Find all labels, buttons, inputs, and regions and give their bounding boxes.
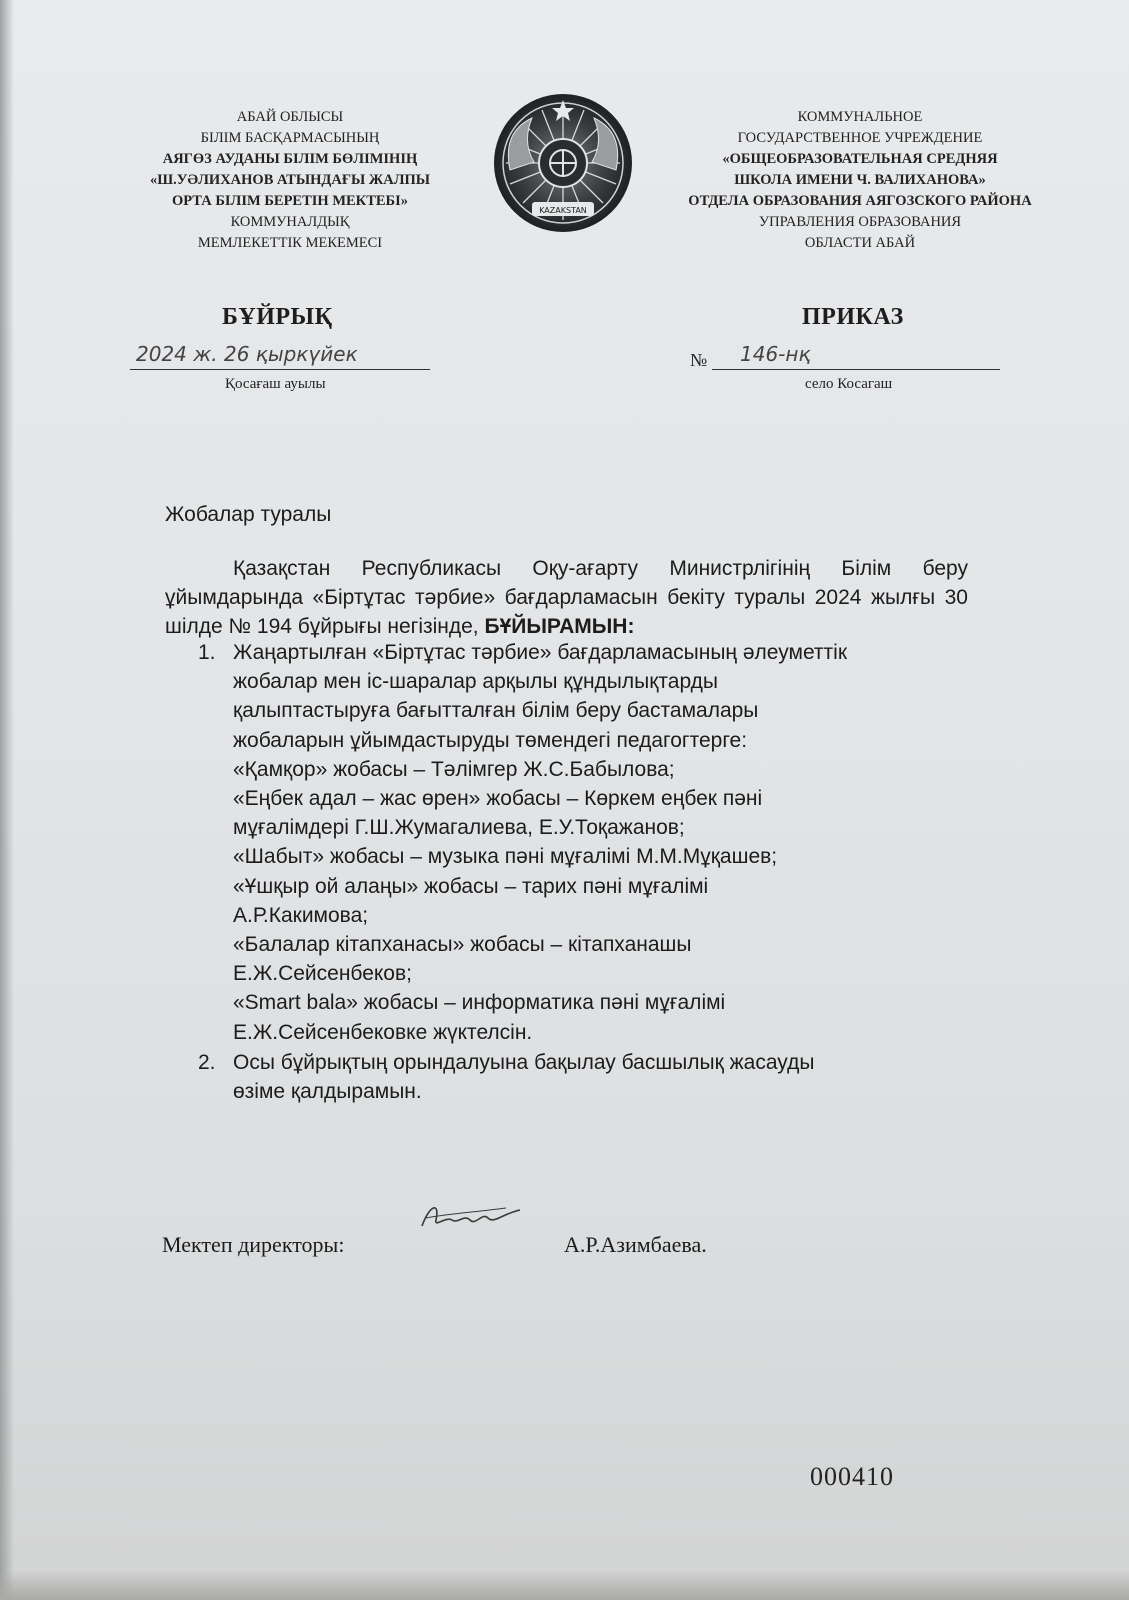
header-kz <box>110 107 470 254</box>
item-line: Осы бұйрықтың орындалуына бақылау басшылық жасауды <box>233 1051 815 1074</box>
header-line: АБАЙ ОБЛЫСЫ <box>236 109 344 125</box>
header-line: «ОБЩЕОБРАЗОВАТЕЛЬНАЯ СРЕДНЯЯ <box>722 151 998 167</box>
item-line: «Шабыт» жобасы – музыка пәні мұғалімі М.М.Мұқашев; <box>233 845 778 869</box>
header-line: АЯГӨЗ АУДАНЫ БІЛІМ БӨЛІМІНІҢ <box>162 151 418 167</box>
item-line: «Еңбек адал – жас өрен» жобасы – Көркем еңбек пәні <box>233 787 763 810</box>
signature-label: Мектеп директоры: <box>162 1232 345 1257</box>
item-line: «Smart bala» жобасы – информатика пәні мұғалімі <box>233 991 726 1015</box>
page-bottom-edge <box>0 1570 1129 1600</box>
item-line: «Қамқор» жобасы – Тәлімгер Ж.С.Бабылова; <box>233 757 675 781</box>
header-line: КОММУНАЛДЫҚ <box>230 214 350 230</box>
item-line: «Ұшқыр ой алаңы» жобасы – тарих пәні мұғалімі <box>233 874 709 898</box>
intro-paragraph <box>165 554 968 641</box>
item-line: А.Р.Какимова; <box>233 903 369 927</box>
page-shadow <box>0 0 14 1600</box>
date-handwritten: 2024 ж. 26 қыркүйек <box>136 342 358 366</box>
header-line: КОММУНАЛЬНОЕ <box>797 109 923 125</box>
item-number: 2. <box>198 1051 216 1074</box>
item-line: Е.Ж.Сейсенбековке жүктелсін. <box>233 1020 533 1044</box>
item-line: «Балалар кітапханасы» жобасы – кітапханашы <box>233 933 692 956</box>
signature-mark <box>416 1198 526 1238</box>
item-number: 1. <box>198 641 216 664</box>
number-line <box>712 369 1000 370</box>
header-line: УПРАВЛЕНИЯ ОБРАЗОВАНИЯ <box>758 214 962 230</box>
item-line: Жаңартылған «Біртұтас тәрбие» бағдарламасының әлеуметтік <box>233 641 848 664</box>
place-kz: Қосағаш ауылы <box>225 376 326 392</box>
emblem-label: KAZAKSTAN <box>539 206 587 215</box>
number-label: № <box>690 350 708 370</box>
header-line: «Ш.УӘЛИХАНОВ АТЫНДАҒЫ ЖАЛПЫ <box>149 172 431 188</box>
intro-text: Қазақстан Республикасы Оқу-ағарту Министрлігінің Білім беру ұйымдарында «Біртұтас тәрбие» бағдарламасын бекіту туралы 2024 жылғы 30 шілде № 194 бұйрығы негізінде, <box>165 557 968 638</box>
item-line: қалыптастыруға бағытталған білім беру бастамалары <box>233 699 759 723</box>
item-line: жобалар мен іс-шаралар арқылы құндылықтарды <box>233 670 719 694</box>
item-line: мұғалімдері Г.Ш.Жумагалиева, Е.У.Тоқажанов; <box>233 816 685 840</box>
place-ru: село Косагаш <box>805 376 893 392</box>
header-line: ОТДЕЛА ОБРАЗОВАНИЯ АЯГОЗСКОГО РАЙОНА <box>688 193 1032 209</box>
header-ru <box>640 107 1080 254</box>
header-line: БІЛІМ БАСҚАРМАСЫНЫҢ <box>200 130 380 146</box>
header-line: ОРТА БІЛІМ БЕРЕТІН МЕКТЕБІ» <box>171 193 409 209</box>
serial-number: 000410 <box>810 1462 894 1491</box>
state-emblem-icon <box>492 92 634 234</box>
title-kz: БҰЙРЫҚ <box>222 304 333 330</box>
header-line: МЕМЛЕКЕТТІК МЕКЕМЕСІ <box>197 235 383 251</box>
header-line: ОБЛАСТИ АБАЙ <box>804 235 916 251</box>
item-line: жобаларын ұйымдастыруды төмендегі педагогтерге: <box>233 728 748 752</box>
header-line: ШКОЛА ИМЕНИ Ч. ВАЛИХАНОВА» <box>734 172 986 188</box>
number-handwritten: 146-нқ <box>740 342 811 366</box>
intro-order-word: БҰЙЫРАМЫН: <box>484 615 635 638</box>
subject-line: Жобалар туралы <box>165 503 332 526</box>
signature-name: А.Р.Азимбаева. <box>564 1232 707 1257</box>
title-ru: ПРИКАЗ <box>802 304 904 330</box>
date-line <box>130 369 430 370</box>
header-line: ГОСУДАРСТВЕННОЕ УЧРЕЖДЕНИЕ <box>737 130 983 146</box>
item-line: өзіме қалдырамын. <box>233 1080 422 1104</box>
item-line: Е.Ж.Сейсенбеков; <box>233 962 412 986</box>
